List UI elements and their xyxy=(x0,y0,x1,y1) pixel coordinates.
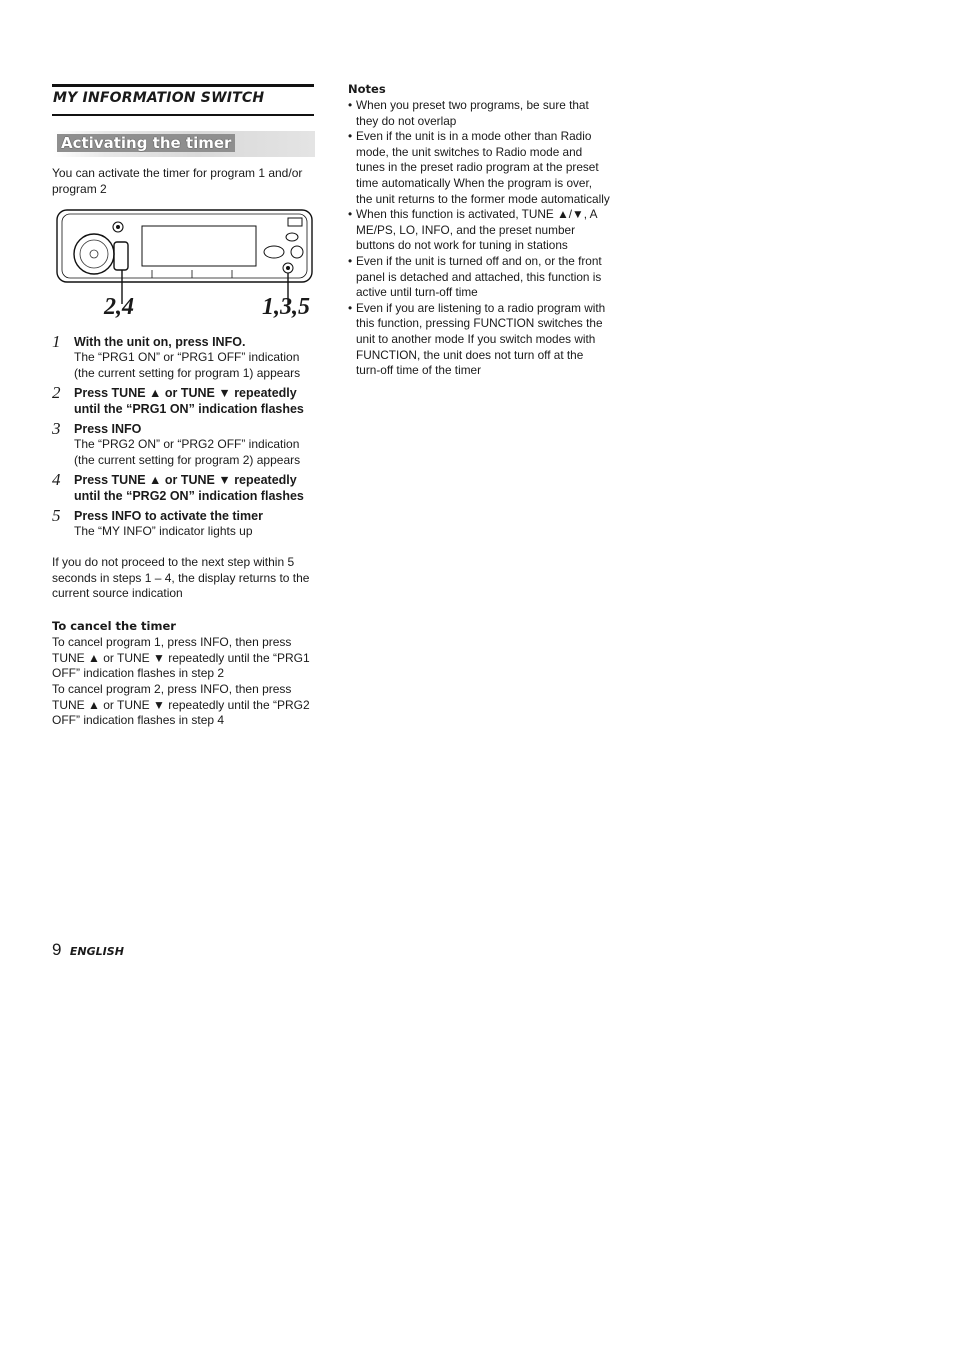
step-number: 5 xyxy=(52,506,61,525)
step-2 xyxy=(52,385,314,417)
note-item: • Even if the unit is turned off and on, or the front panel is detached and attached, this function is active until turn-off time xyxy=(348,254,610,301)
step-4 xyxy=(52,472,314,504)
step-heading: Press INFO xyxy=(74,422,142,436)
step-description: The “PRG2 ON” or “PRG2 OFF” indication (the current setting for program 2) appears xyxy=(74,437,301,467)
top-rule xyxy=(52,84,314,87)
head-unit-illustration xyxy=(52,204,316,304)
notes-heading: Notes xyxy=(348,82,386,96)
language-label: ENGLISH xyxy=(69,945,124,958)
section-rule xyxy=(52,114,314,116)
step-number: 3 xyxy=(52,419,61,438)
cancel-paragraph-1: To cancel program 1, press INFO, then press TUNE ▲ or TUNE ▼ repeatedly until the “PRG1 OFF” indication flashes in step 2 xyxy=(52,635,310,681)
step-number: 2 xyxy=(52,383,61,402)
note-item: • When you preset two programs, be sure that they do not overlap xyxy=(348,98,610,129)
page-footer xyxy=(52,940,124,960)
cancel-paragraph-2: To cancel program 2, press INFO, then press TUNE ▲ or TUNE ▼ repeatedly until the “PRG2 OFF” indication flashes in step 4 xyxy=(52,682,310,728)
step-5 xyxy=(52,508,314,540)
intro-text: You can activate the timer for program 1 and/or program 2 xyxy=(52,166,303,196)
subtitle-band xyxy=(53,131,315,157)
note-item: • Even if you are listening to a radio program with this function, pressing FUNCTION switches the unit to another mode If you switch modes with FUNCTION, the unit does not turn off at the turn-off time of the timer xyxy=(348,301,610,379)
step-heading: Press TUNE ▲ or TUNE ▼ repeatedly until the “PRG1 ON” indication flashes xyxy=(74,386,304,416)
subtitle: Activating the timer xyxy=(57,134,235,152)
step-number: 1 xyxy=(52,332,61,351)
step-heading: Press INFO to activate the timer xyxy=(74,509,263,523)
notes-list xyxy=(348,98,610,379)
cancel-heading: To cancel the timer xyxy=(52,619,176,633)
callout-right: 1,3,5 xyxy=(262,294,310,320)
step-number: 4 xyxy=(52,470,61,489)
callout-left: 2,4 xyxy=(104,294,134,320)
note-item: • When this function is activated, TUNE ▲/▼, A ME/PS, LO, INFO, and the preset number buttons do not work for tuning in stations xyxy=(348,207,610,254)
page-number: 9 xyxy=(52,940,62,959)
timeout-note: If you do not proceed to the next step within 5 seconds in steps 1 – 4, the display returns to the current source indication xyxy=(52,555,310,601)
note-item: • Even if the unit is in a mode other than Radio mode, the unit switches to Radio mode and tunes in the preset radio program at the preset time automatically When the program is over, the unit returns to the former mode automatically xyxy=(348,129,610,207)
step-3 xyxy=(52,421,314,468)
step-description: The “PRG1 ON” or “PRG1 OFF” indication (the current setting for program 1) appears xyxy=(74,350,301,380)
step-heading: With the unit on, press INFO. xyxy=(74,335,246,349)
section-title: MY INFORMATION SWITCH xyxy=(53,90,265,106)
step-heading: Press TUNE ▲ or TUNE ▼ repeatedly until the “PRG2 ON” indication flashes xyxy=(74,473,304,503)
step-description: The “MY INFO” indicator lights up xyxy=(74,524,253,538)
step-1 xyxy=(52,334,314,381)
